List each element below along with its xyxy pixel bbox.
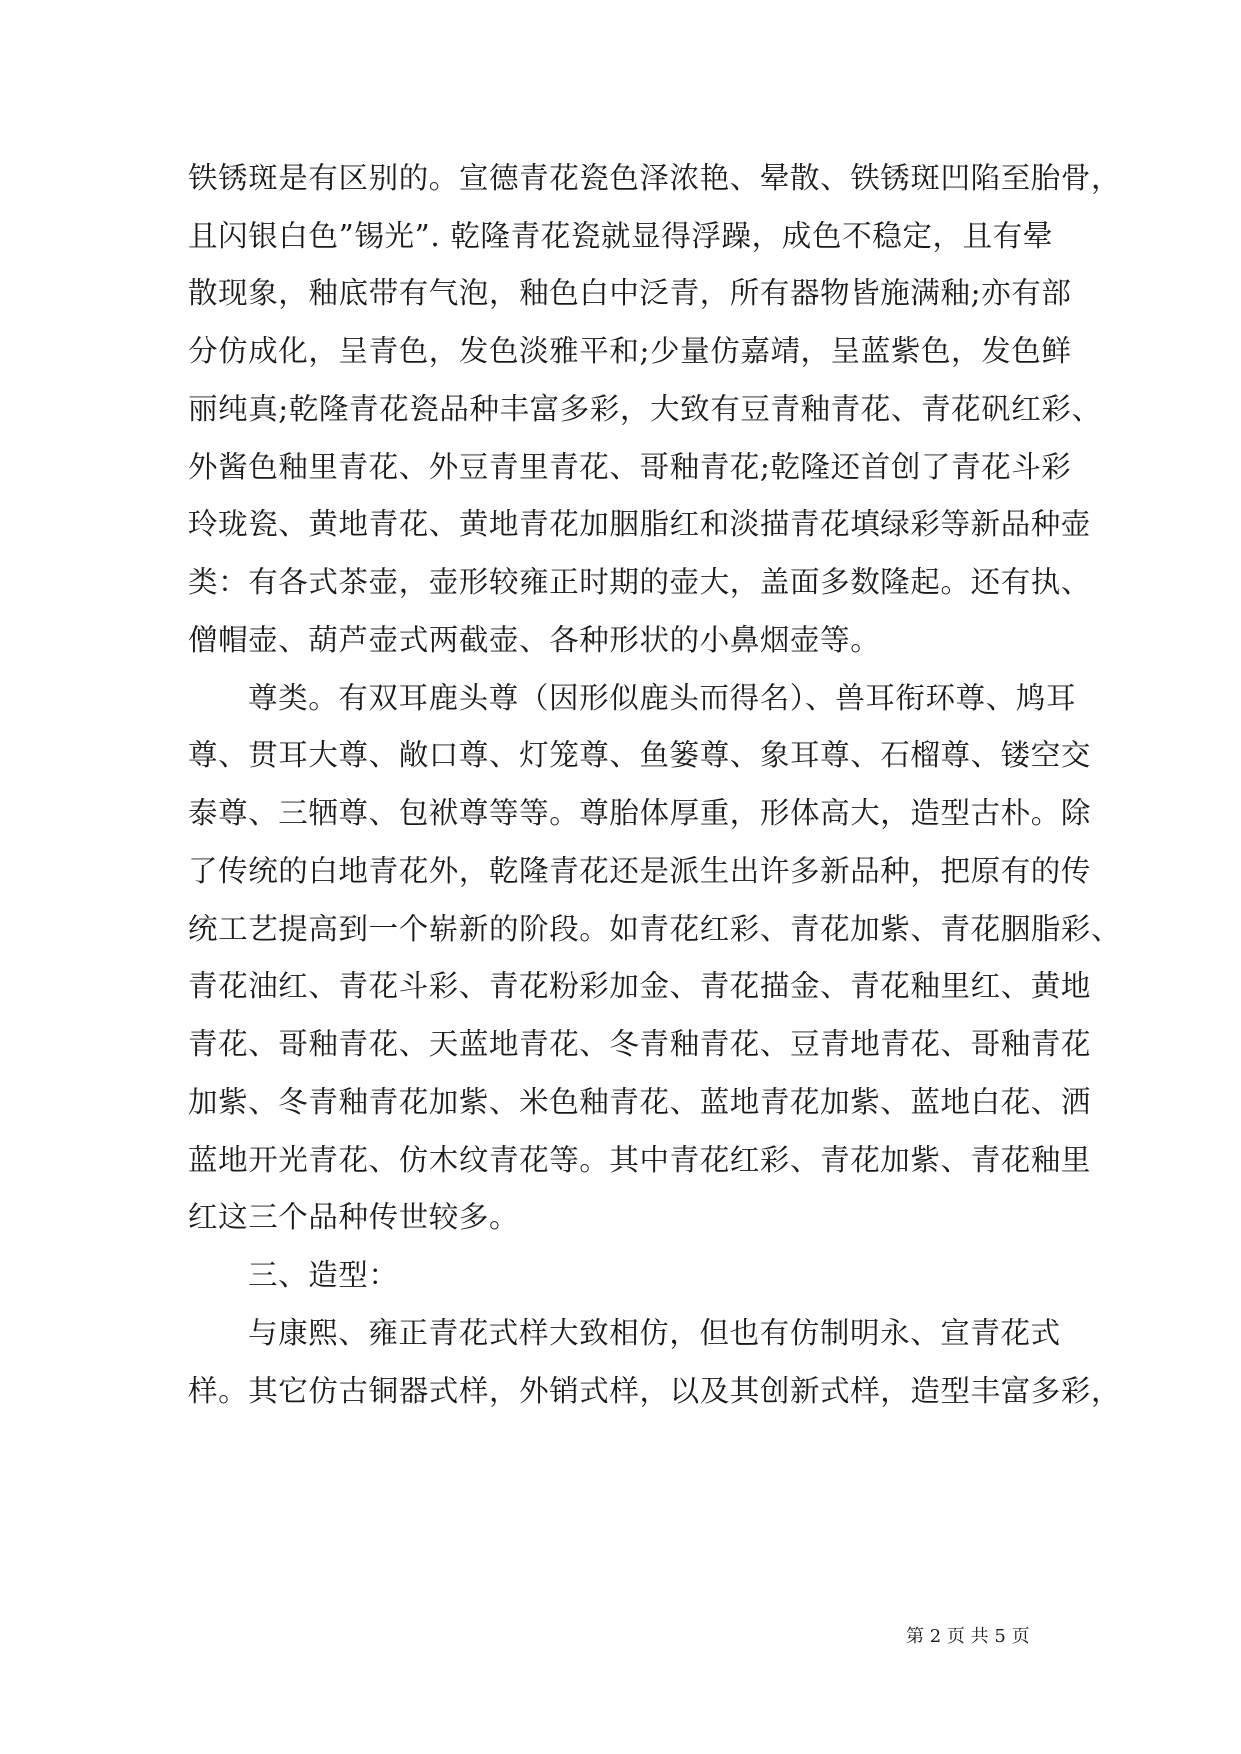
text-line: 且闪银白色”锡光”. 乾隆青花瓷就显得浮躁，成色不稳定，且有晕 [188, 219, 1053, 253]
text-line: 青花、哥釉青花、天蓝地青花、冬青釉青花、豆青地青花、哥釉青花 [188, 1027, 1092, 1061]
text-line: 尊、贯耳大尊、敞口尊、灯笼尊、鱼篓尊、象耳尊、石榴尊、镂空交 [188, 738, 1092, 772]
text-line: 加紫、冬青釉青花加紫、米色釉青花、蓝地青花加紫、蓝地白花、洒 [188, 1085, 1092, 1119]
text-line: 样。其它仿古铜器式样，外销式样，以及其创新式样，造型丰富多彩， [188, 1374, 1122, 1408]
text-line: 分仿成化，呈青色，发色淡雅平和;少量仿嘉靖，呈蓝紫色，发色鲜 [188, 334, 1072, 368]
text-line: 铁锈斑是有区别的。宣德青花瓷色泽浓艳、晕散、铁锈斑凹陷至胎骨， [188, 161, 1122, 195]
section-heading: 三、造型： [248, 1258, 399, 1292]
text-line: 类：有各式茶壶，壶形较雍正时期的壶大，盖面多数隆起。还有执、 [188, 565, 1092, 599]
paragraph-first-line: 与康熙、雍正青花式样大致相仿，但也有仿制明永、宣青花式 [248, 1316, 1061, 1350]
text-line: 外酱色釉里青花、外豆青里青花、哥釉青花;乾隆还首创了青花斗彩 [188, 450, 1072, 484]
text-line: 泰尊、三牺尊、包袱尊等等。尊胎体厚重，形体高大，造型古朴。除 [188, 796, 1092, 830]
page-footer [906, 1622, 1030, 1648]
text-line: 僧帽壶、葫芦壶式两截壶、各种形状的小鼻烟壶等。 [188, 623, 881, 657]
text-line: 丽纯真;乾隆青花瓷品种丰富多彩，大致有豆青釉青花、青花矾红彩、 [188, 392, 1102, 426]
text-line: 蓝地开光青花、仿木纹青花等。其中青花红彩、青花加紫、青花釉里 [188, 1143, 1092, 1177]
text-line: 了传统的白地青花外，乾隆青花还是派生出许多新品种，把原有的传 [188, 854, 1092, 888]
total-pages-number: 5 [994, 1626, 1006, 1647]
footer-suffix: 页 [1011, 1626, 1030, 1647]
text-line: 玲珑瓷、黄地青花、黄地青花加胭脂红和淡描青花填绿彩等新品种壶 [188, 507, 1092, 541]
text-line: 散现象，釉底带有气泡，釉色白中泛青，所有器物皆施满釉;亦有部 [188, 276, 1072, 310]
footer-middle: 页 共 [946, 1626, 989, 1647]
current-page-number: 2 [929, 1626, 942, 1647]
paragraph-first-line: 尊类。有双耳鹿头尊（因形似鹿头而得名）、兽耳衔环尊、鸠耳 [248, 681, 1077, 715]
text-line: 红这三个品种传世较多。 [188, 1200, 520, 1234]
footer-prefix: 第 [906, 1626, 924, 1647]
text-line: 青花油红、青花斗彩、青花粉彩加金、青花描金、青花釉里红、黄地 [188, 969, 1092, 1003]
text-line: 统工艺提高到一个崭新的阶段。如青花红彩、青花加紫、青花胭脂彩、 [188, 912, 1122, 946]
